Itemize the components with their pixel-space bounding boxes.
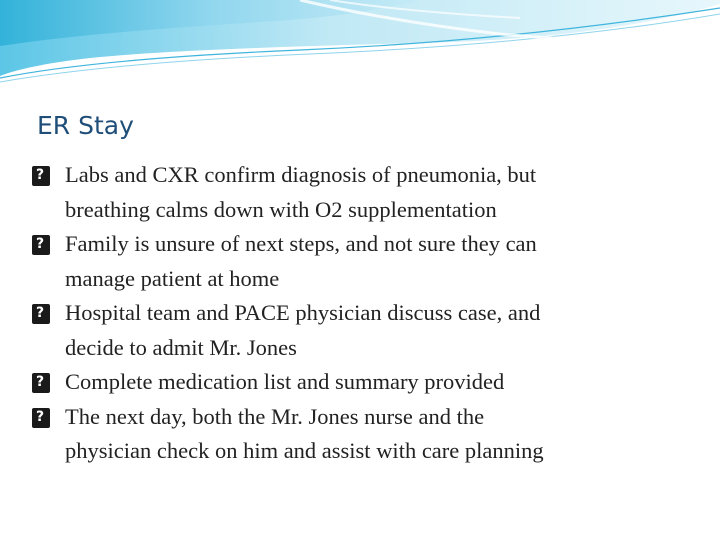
- bullet-text-line2: manage patient at home: [65, 265, 280, 291]
- missing-glyph-box-icon: [32, 373, 50, 393]
- bullet-text-line2: physician check on him and assist with care planning: [65, 438, 544, 463]
- bullet-text-line1: Complete medication list and summary provided: [65, 369, 505, 394]
- bullet-text-line2: breathing calms down with O2 supplementation: [65, 196, 497, 222]
- slide-title: ER Stay: [37, 111, 134, 140]
- bullet-item: [32, 400, 692, 469]
- decorative-wave-banner: [0, 0, 720, 90]
- missing-glyph-box-icon: [32, 235, 50, 255]
- bullet-item: [32, 365, 692, 400]
- bullet-item: [32, 227, 692, 296]
- bullet-item: [32, 296, 692, 365]
- bullet-item: [32, 158, 692, 227]
- bullet-list: [32, 158, 692, 469]
- missing-glyph-box-icon: [32, 304, 50, 324]
- bullet-text-line2: decide to admit Mr. Jones: [65, 334, 297, 360]
- bullet-text-line1: Labs and CXR confirm diagnosis of pneumonia, but: [65, 162, 537, 187]
- missing-glyph-box-icon: [32, 166, 50, 186]
- bullet-text-line1: Family is unsure of next steps, and not sure they can: [65, 231, 537, 256]
- bullet-text-line1: The next day, both the Mr. Jones nurse and the: [65, 403, 485, 429]
- missing-glyph-box-icon: [32, 408, 50, 428]
- bullet-text-line1: Hospital team and PACE physician discuss case, and: [65, 300, 541, 325]
